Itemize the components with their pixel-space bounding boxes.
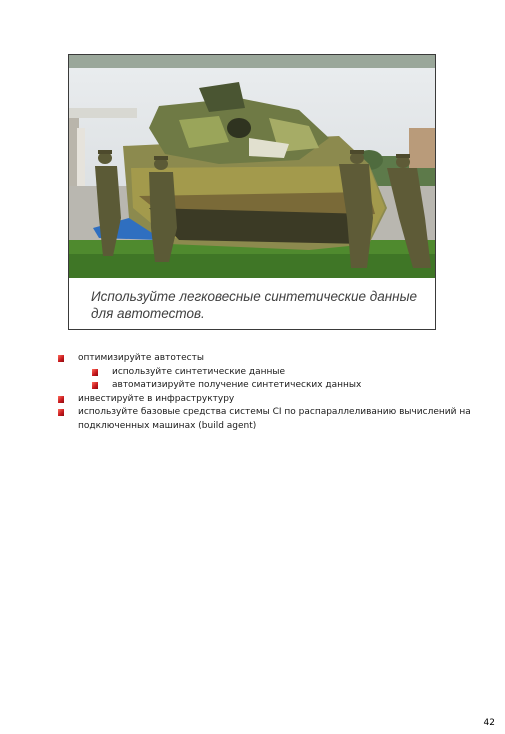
tank-photo [69,68,435,278]
bullet-marker-icon [58,396,64,403]
slide-caption: Используйте легковесные синтетические данные для автотестов. [91,289,418,321]
bullet-marker-icon [92,382,98,389]
tank-photo-illustration [69,68,435,278]
bullet-marker-icon [58,355,64,362]
bullet-item [58,352,478,366]
bullet-marker-icon [92,369,98,376]
bullet-text: оптимизируйте автотесты [78,353,204,363]
bullet-marker-icon [58,409,64,416]
page-number: 42 [483,718,495,728]
bullet-text: инвестируйте в инфраструктуру [78,393,235,404]
sub-bullet-item [58,366,478,380]
slide-thumbnail [68,54,436,330]
sub-bullet-item [58,379,478,393]
bullet-text: используйте базовые средства системы CI по распараллеливанию вычислений на подключенных машинах (build agent) [78,407,471,431]
bullet-list [58,352,478,433]
bullet-item [58,393,478,407]
bullet-text: автоматизируйте получение синтетических данных [112,380,362,390]
bullet-text: используйте синтетические данные [112,366,286,377]
slide-header-bar [69,55,435,68]
bullet-item [58,406,478,433]
